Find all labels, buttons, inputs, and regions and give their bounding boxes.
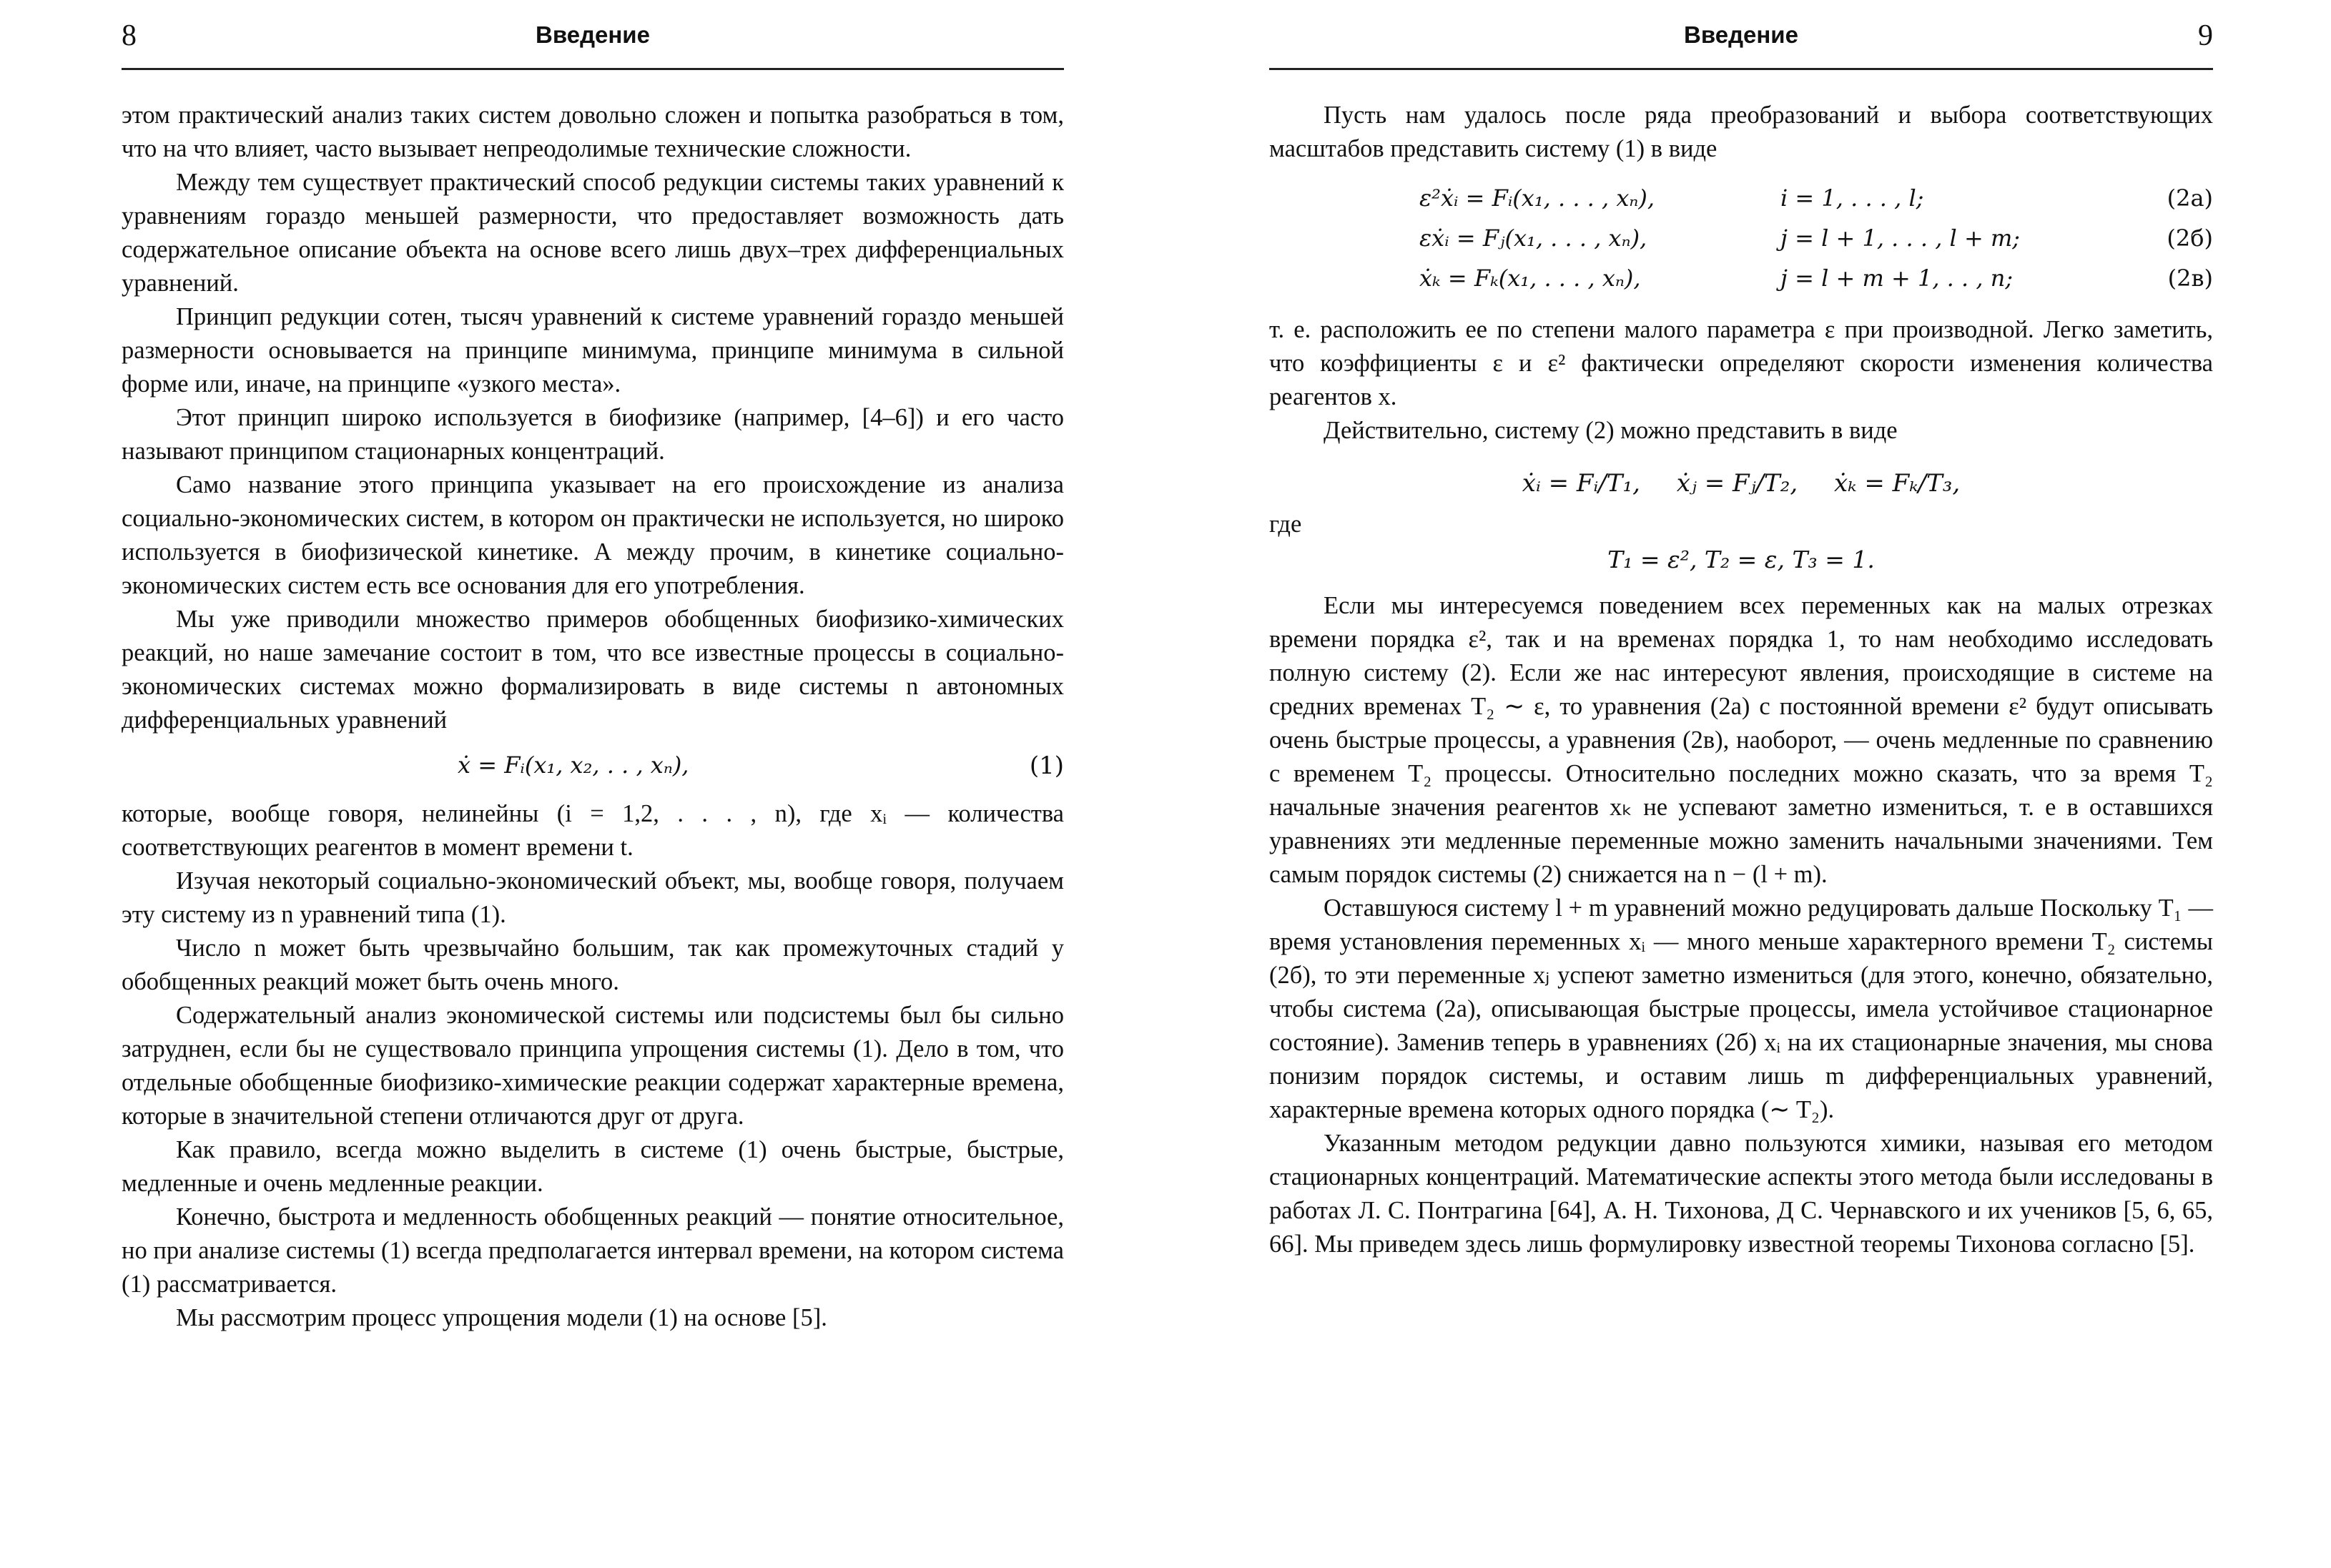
left-page-number: 8 (122, 19, 137, 52)
left-running-title: Введение (536, 21, 650, 48)
paragraph: Мы рассмотрим процесс упрощения модели (1) на основе [5]. (176, 1304, 827, 1331)
left-page (122, 0, 1064, 1568)
paragraph: Как правило, всегда можно выделить в системе (1) очень быстрые, быстрые, медленные и очень медленные реакции. (122, 1136, 1064, 1197)
where-label: где (1269, 511, 1302, 538)
equation-index: j = l + 1, . . . , l + m; (1780, 225, 2021, 252)
equation-1-expr: ẋ = Fᵢ(x₁, x₂, . . , xₙ), (458, 751, 689, 779)
equation-number: (2а) (2167, 184, 2213, 212)
right-page (1269, 0, 2213, 1568)
paragraph: Пусть нам удалось после ряда преобразований и выбора соответствующих масштабов представить систему (1) в виде (1269, 102, 2213, 162)
equation-lhs: εẋᵢ = Fⱼ(x₁, . . . , xₙ), (1419, 225, 1647, 252)
paragraph: Этот принцип широко используется в биофизике (например, [4–6]) и его часто называют принципом стационарных концентраций. (122, 404, 1064, 465)
fraction-equation: ẋⱼ = Fⱼ/T₂, (1676, 469, 1798, 498)
paragraph: Указанным методом редукции давно пользуются химики, называя его методом стационарных концентраций. Математические аспекты этого метода были исследованы в работах Л. С. Понтрагина [64], А. Н. Тихонова, Д С. Чернавского и их учеников [5, 6, 65, 66]. Мы приведем здесь лишь формулировку известной теоремы Тихонова согласно [5]. (1269, 1130, 2213, 1258)
paragraph: Если мы интересуемся поведением всех переменных как на малых отрезках времени порядка ε², так и на временах порядка 1, то нам необходимо исследовать полную систему (2). Если же нас интересуют явления, происходящие в системе на средних временах T₂ ∼ ε, то уравнения (2а) с постоянной времени ε² будут описывать очень быстрые процессы, а уравнения (2в), наоборот, — очень медленные по сравнению с временем T₂ процессы. Относительно последних можно сказать, что за время T₂ начальные значения реагентов xₖ не успевают заметно измениться, т. е в оставшихся уравнениях эти медленные переменные можно заменить начальными значениями. Тем самым порядок системы (2) снижается на n − (l + m). (1269, 592, 2213, 888)
time-constants: T₁ = ε², T₂ = ε, T₃ = 1. (1607, 546, 1875, 573)
paragraph: этом практический анализ таких систем довольно сложен и попытка разобраться в том, что на что влияет, часто вызывает непреодолимые технические сложности. (122, 102, 1064, 162)
paragraph: Оставшуюся систему l + m уравнений можно редуцировать дальше Поскольку T₁ — время установления переменных xᵢ — много меньше характерного времени T₂ системы (2б), то эти переменные xⱼ успеют заметно измениться (для этого, конечно, обязательно, чтобы система (2а), описывающая быстрые процессы, имела устойчивое стационарное состояние). Заменив теперь в уравнениях (2б) xᵢ на их стационарные значения, мы снова понизим порядок системы, и оставим лишь m дифференциальных уравнений, характерные времена которых одного порядка (∼ T₂). (1269, 894, 2213, 1123)
equation-row (1269, 260, 2213, 300)
fraction-equations (1269, 469, 2213, 498)
equation-lhs: ε²ẋᵢ = Fᵢ(x₁, . . . , xₙ), (1419, 184, 1655, 212)
equation-number: (2б) (2167, 225, 2213, 252)
equation-1 (122, 737, 1064, 797)
paragraph: Мы уже приводили множество примеров обобщенных биофизико-химических реакций, но наше замечание состоит в том, что все известные процессы в социально-экономических системах можно формализировать в виде системы n автономных дифференциальных уравнений (122, 606, 1064, 734)
paragraph: которые, вообще говоря, нелинейны (i = 1,2, . . . , n), где xᵢ — количества соответствующих реагентов в момент времени t. (122, 800, 1064, 861)
equation-system-2 (1269, 180, 2213, 300)
equation-row (1269, 180, 2213, 220)
left-header (122, 0, 1064, 70)
right-body (1269, 70, 2213, 1261)
right-header (1269, 0, 2213, 70)
equation-number: (2в) (2167, 265, 2213, 292)
right-page-number: 9 (2198, 19, 2213, 52)
paragraph: Конечно, быстрота и медленность обобщенных реакций — понятие относительное, но при анализе системы (1) всегда предполагается интервал времени, на котором система (1) рассматривается. (122, 1203, 1064, 1298)
paragraph: Содержательный анализ экономической системы или подсистемы был бы сильно затруднен, если бы не существовало принципа упрощения системы (1). Дело в том, что отдельные обобщенные биофизико-химические реакции содержат характерные времена, которые в значительной степени отличаются друг от друга. (122, 1002, 1064, 1130)
fraction-equation: ẋₖ = Fₖ/T₃, (1833, 469, 1961, 498)
paragraph: Само название этого принципа указывает на его происхождение из анализа социально-экономических систем, в котором он практически не используется, но широко используется в биофизической кинетике. А между прочим, в кинетике социально-экономических систем есть все основания для его употребления. (122, 471, 1064, 599)
paragraph: Между тем существует практический способ редукции системы таких уравнений к уравнениям гораздо меньшей размерности, что предоставляет возможность дать содержательное описание объекта на основе всего лишь двух–трех дифференциальных уравнений. (122, 169, 1064, 297)
equation-row (1269, 220, 2213, 260)
paragraph: Принцип редукции сотен, тысяч уравнений к системе уравнений гораздо меньшей размерности основывается на принципе минимума, принципе минимума в сильной форме или, иначе, на принципе «узкого места». (122, 303, 1064, 398)
equation-index: i = 1, . . . , l; (1780, 184, 1924, 212)
equation-lhs: ẋₖ = Fₖ(x₁, . . . , xₙ), (1419, 265, 1641, 292)
fraction-equation: ẋᵢ = Fᵢ/T₁, (1522, 469, 1640, 498)
paragraph: Изучая некоторый социально-экономический объект, мы, вообще говоря, получаем эту систему из n уравнений типа (1). (122, 867, 1064, 928)
paragraph: Число n может быть чрезвычайно большим, так как промежуточных стадий у обобщенных реакций может быть очень много. (122, 935, 1064, 995)
paragraph: т. е. расположить ее по степени малого параметра ε при производной. Легко заметить, что коэффициенты ε и ε² фактически определяют скорости изменения количества реагентов x. (1269, 316, 2213, 410)
equation-index: j = l + m + 1, . . , n; (1780, 265, 2014, 292)
left-body (122, 70, 1064, 1335)
equation-1-number: (1) (1029, 751, 1064, 780)
right-running-title: Введение (1684, 21, 1798, 48)
paragraph: Действительно, систему (2) можно представить в виде (1324, 417, 1898, 444)
